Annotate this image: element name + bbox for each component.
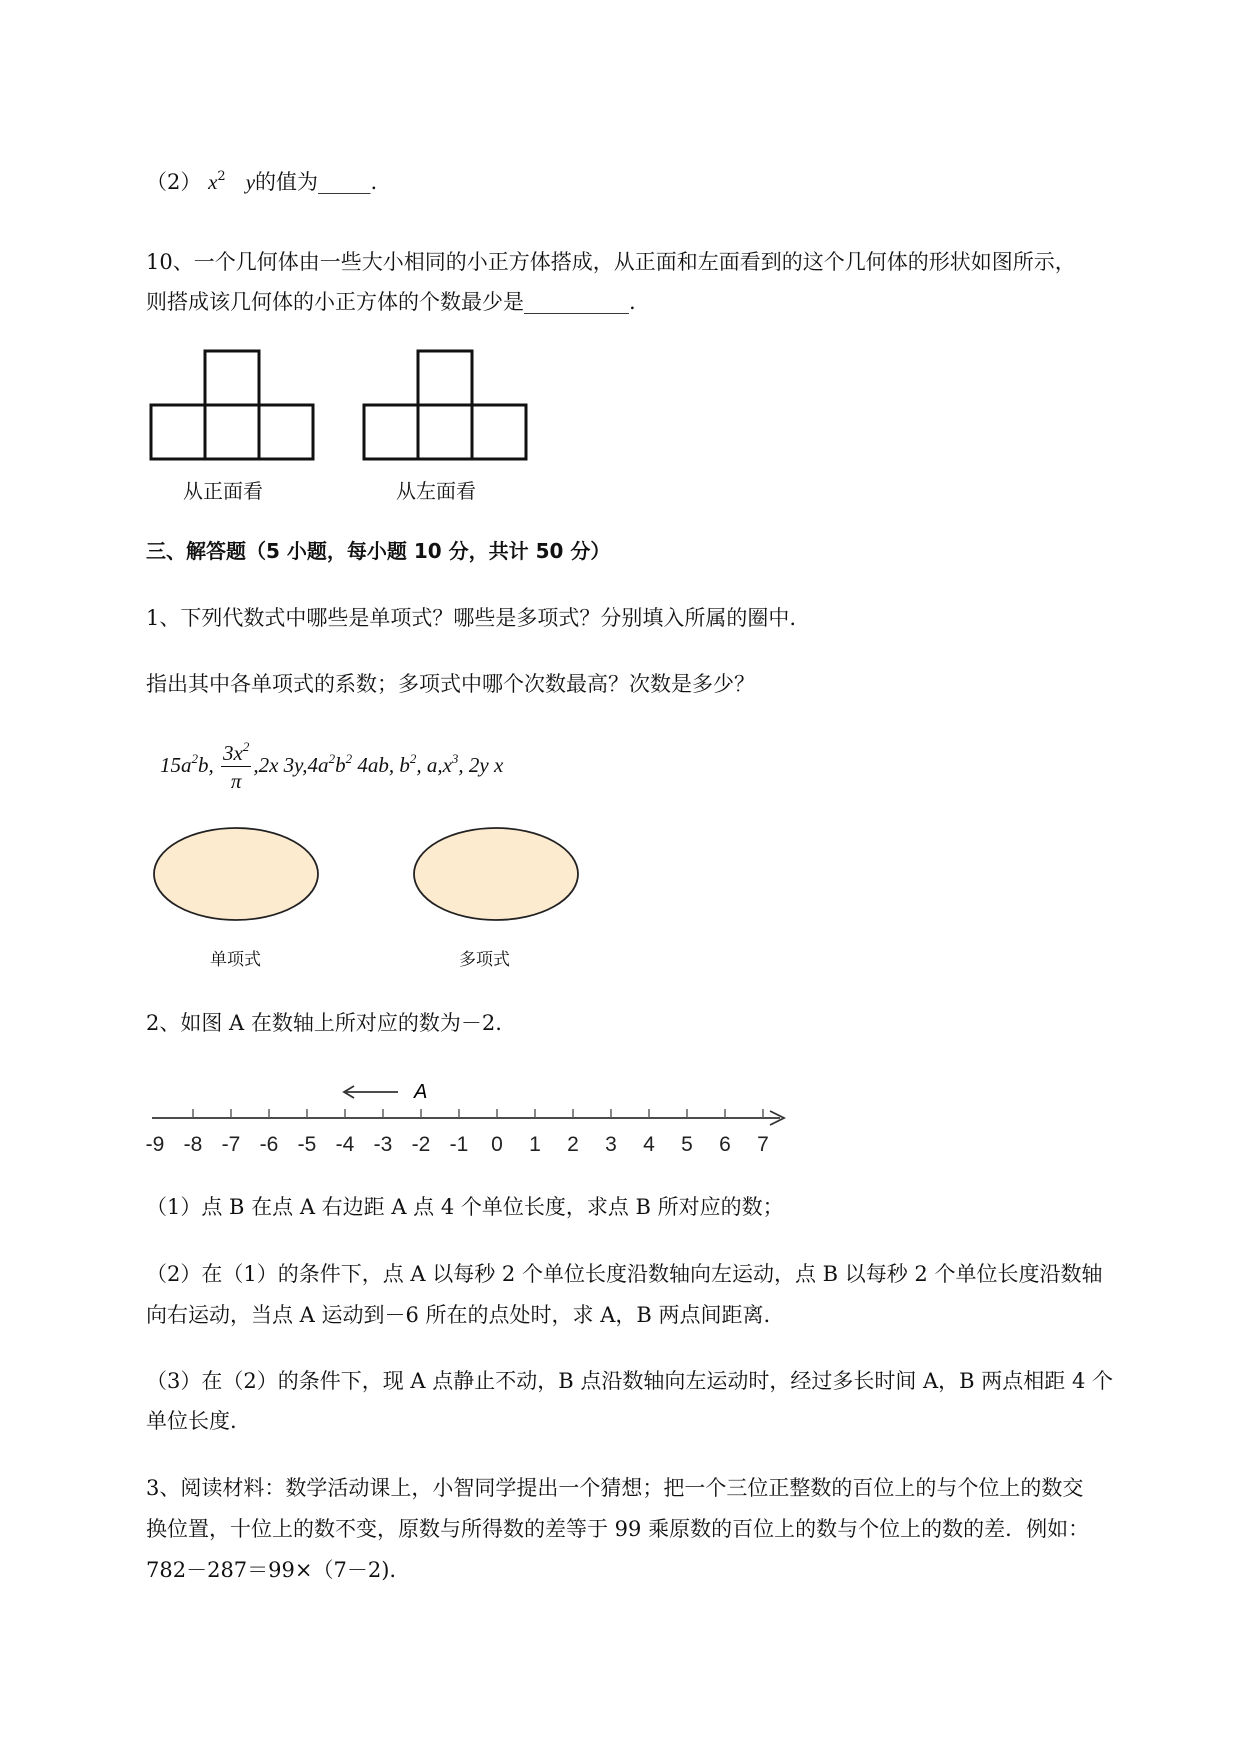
p1-line1: 1、下列代数式中哪些是单项式？哪些是多项式？分别填入所属的圈中. [146, 606, 797, 630]
expr-term-1: 15a [160, 753, 192, 777]
axis-ticks [146, 1109, 769, 1156]
p2-s1: （1）点 B 在点 A 右边距 A 点 4 个单位长度，求点 B 所对应的数； [146, 1195, 784, 1219]
p1-line2: 指出其中各单项式的系数；多项式中哪个次数最高？次数是多少？ [146, 672, 755, 696]
expr-rest4: , a,x [416, 753, 452, 777]
expr-rest: ,2x 3y,4a [253, 753, 329, 777]
p3-line3: 782－287＝99×（7－2). [146, 1558, 397, 1582]
axis-tick-label: 3 [605, 1133, 617, 1156]
expr-rest2-sup: 2 [345, 751, 353, 766]
expr-fraction-den: π [230, 768, 242, 793]
q9-part2-math-y: y [245, 170, 256, 194]
point-a-arrowhead [344, 1086, 354, 1098]
q9-part2-sup: 2 [217, 169, 226, 184]
axis-tick-label: 0 [491, 1133, 503, 1156]
q10-line2: 则搭成该几何体的小正方体的个数最少是__________. [146, 290, 636, 314]
p2-s2b: 向右运动，当点 A 运动到－6 所在的点处时，求 A，B 两点间距离. [146, 1303, 771, 1327]
axis-tick-label: -6 [259, 1133, 279, 1156]
axis-tick-label: 5 [681, 1133, 693, 1156]
expr-fraction-num-sup: 2 [242, 738, 250, 754]
polynomial-oval [414, 828, 578, 920]
expr-rest2: b [335, 753, 346, 777]
p1-expression [160, 738, 503, 795]
axis-arrowhead [770, 1111, 784, 1125]
axis-tick-label: 4 [643, 1133, 655, 1156]
axis-tick-label: 7 [757, 1133, 769, 1156]
front-view-label: 从正面看 [183, 479, 263, 503]
left-view-label: 从左面看 [396, 479, 476, 503]
point-a-label: A [414, 1081, 428, 1103]
section3-heading: 三、解答题（5 小题，每小题 10 分，共计 50 分） [146, 539, 611, 563]
expr-rest-sup: 2 [328, 751, 336, 766]
front-view-top-square [205, 351, 259, 459]
p2-intro: 2、如图 A 在数轴上所对应的数为－2. [146, 1011, 502, 1035]
left-view-base [364, 405, 526, 459]
axis-tick-label: -9 [145, 1133, 165, 1156]
monomial-label: 单项式 [210, 950, 261, 970]
p2-s2a: （2）在（1）的条件下，点 A 以每秒 2 个单位长度沿数轴向左运动，点 B 以每秒 2 个单位长度沿数轴 [146, 1262, 1103, 1286]
expr-fraction [221, 740, 251, 795]
front-view-base [151, 405, 313, 459]
expr-term-1b: b, [198, 753, 214, 777]
axis-tick-label: -4 [335, 1133, 355, 1156]
axis-tick-label: 6 [719, 1133, 731, 1156]
left-view-top-square [418, 351, 472, 459]
polynomial-label: 多项式 [459, 950, 510, 970]
q10-line1: 10、一个几何体由一些大小相同的小正方体搭成，从正面和左面看到的这个几何体的形状如图所示， [146, 250, 1076, 274]
axis-tick-label: -2 [411, 1133, 431, 1156]
axis-tick-label: 2 [567, 1133, 579, 1156]
axis-tick-label: -1 [449, 1133, 469, 1156]
axis-tick-label: -3 [373, 1133, 393, 1156]
expr-rest5: , 2y x [458, 753, 504, 777]
axis-tick-label: -8 [183, 1133, 203, 1156]
q9-part2-math-x: x [208, 170, 218, 194]
expr-rest4-sup: 3 [451, 751, 459, 766]
axis-tick-label: -7 [221, 1133, 241, 1156]
p3-line1: 3、阅读材料：数学活动课上，小智同学提出一个猜想；把一个三位正整数的百位上的与个位上的数交 [146, 1476, 1084, 1500]
monomial-oval [154, 828, 318, 920]
axis-tick-label: 1 [529, 1133, 541, 1156]
p3-line2: 换位置，十位上的数不变，原数与所得数的差等于 99 乘原数的百位上的数与个位上的数的差．例如： [146, 1517, 1090, 1541]
expr-term-1-sup: 2 [191, 751, 198, 766]
p2-s3b: 单位长度. [146, 1409, 237, 1433]
q9-part2 [146, 167, 377, 197]
expr-rest3: 4ab, b [352, 753, 410, 777]
expr-rest3-sup: 2 [409, 751, 417, 766]
q9-part2-suffix: 的值为_____. [255, 170, 378, 194]
q9-part2-prefix: （2） [146, 170, 202, 194]
axis-tick-label: -5 [297, 1133, 317, 1156]
p2-s3a: （3）在（2）的条件下，现 A 点静止不动，B 点沿数轴向左运动时，经过多长时间 A，B 两点相距 4 个 [146, 1369, 1114, 1393]
expr-fraction-num: 3x [223, 740, 243, 765]
